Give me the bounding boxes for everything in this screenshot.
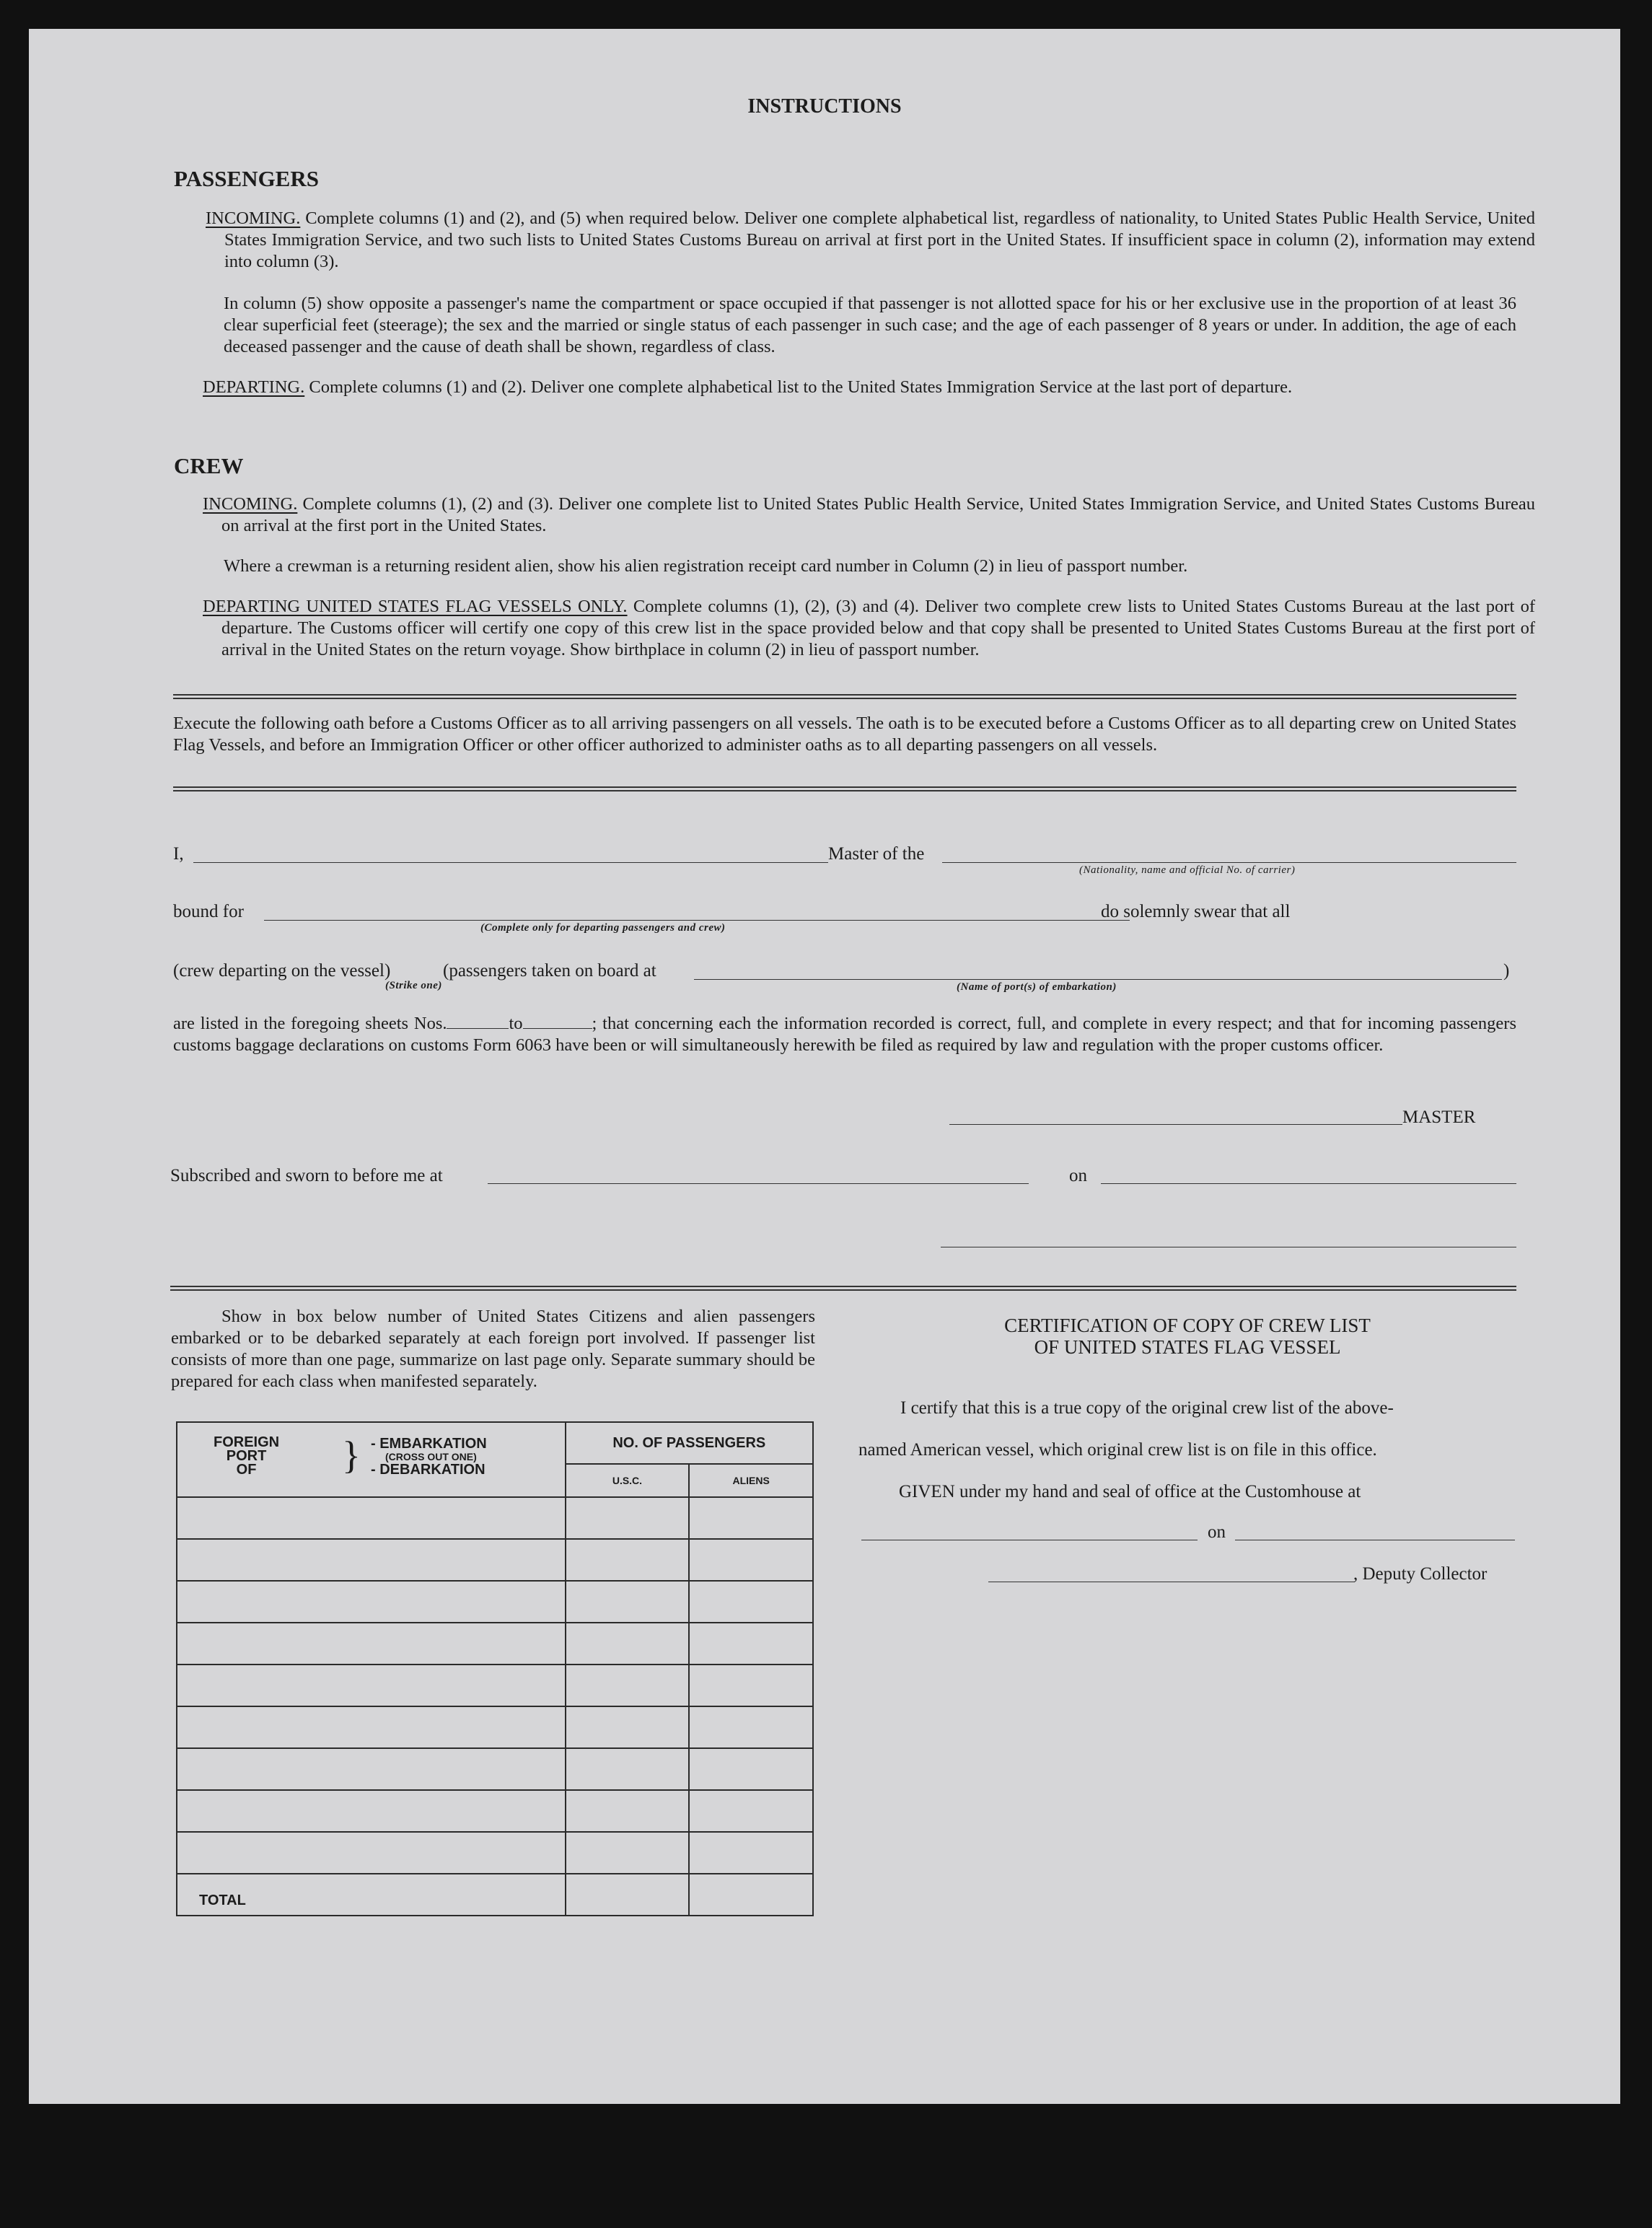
sheet-to-field[interactable] (523, 1028, 592, 1029)
crew-incoming-label: INCOMING. (203, 494, 298, 514)
certification-line-2: named American vessel, which original crew list is on file in this office. (858, 1440, 1377, 1460)
aliens-cell[interactable] (689, 1497, 813, 1539)
listed-sheets-text-b: ; that concerning each the information recorded is correct, full, and complete in every respect; and that for incoming passengers customs baggage declarations on customs Form 6063 have been or will simultaneously herewith be filed as required by law and regulation with the proper customs officer. (173, 1014, 1516, 1055)
aliens-cell[interactable] (689, 1832, 813, 1874)
bound-for-field[interactable] (264, 920, 1130, 921)
carrier-caption: (Nationality, name and official No. of carrier) (1079, 864, 1296, 876)
usc-cell[interactable] (566, 1790, 690, 1832)
passengers-incoming-label: INCOMING. (206, 209, 301, 228)
table-row (177, 1832, 813, 1874)
table-row (177, 1497, 813, 1539)
usc-header: U.S.C. (566, 1464, 690, 1497)
embarkation-option[interactable]: - EMBARKATION (371, 1436, 487, 1452)
port-cell[interactable] (177, 1748, 566, 1790)
table-row (177, 1706, 813, 1748)
table-row (177, 1581, 813, 1623)
page-title: INSTRUCTIONS (747, 95, 902, 118)
foreign-label: FOREIGN (214, 1434, 280, 1450)
master-label: MASTER (1402, 1108, 1476, 1127)
passengers-column5-paragraph: In column (5) show opposite a passenger's name the compartment or space occupied if that passenger is not allotted space for his or her exclusive use in the proportion of at least 36 clear superficial feet (steerage); the sex and the married or single status of each passenger in such case; and the age of each passenger of 8 years or under. In addition, the age of each deceased passenger and the cause of death shall be shown, regardless of class. (224, 294, 1516, 356)
divider (173, 786, 1516, 791)
port-cell[interactable] (177, 1665, 566, 1706)
port-cell[interactable] (177, 1706, 566, 1748)
usc-cell[interactable] (566, 1748, 690, 1790)
usc-cell[interactable] (566, 1581, 690, 1623)
aliens-header: ALIENS (689, 1464, 813, 1497)
crew-heading: CREW (174, 453, 244, 478)
aliens-cell[interactable] (689, 1748, 813, 1790)
deputy-collector-label: , Deputy Collector (1353, 1564, 1488, 1584)
subscribed-place-field[interactable] (488, 1183, 1029, 1184)
divider (170, 1286, 1516, 1291)
no-of-passengers-header: NO. OF PASSENGERS (566, 1422, 813, 1464)
master-signature-field[interactable] (949, 1124, 1402, 1125)
table-row (177, 1623, 813, 1665)
debarkation-option[interactable]: - DEBARKATION (371, 1462, 486, 1478)
certification-title (858, 1315, 1516, 1358)
subscribed-label: Subscribed and sworn to before me at (170, 1166, 443, 1185)
port-of-embarkation-field[interactable] (694, 979, 1502, 980)
aliens-cell[interactable] (689, 1790, 813, 1832)
master-of-the-label: Master of the (828, 844, 925, 864)
passengers-departing-label: DEPARTING. (203, 377, 305, 397)
document-page (29, 29, 1620, 2104)
crew-departing-option[interactable]: (crew departing on the vessel) (173, 961, 391, 981)
passengers-heading: PASSENGERS (174, 166, 319, 191)
cross-out-one-label: (CROSS OUT ONE) (385, 1451, 477, 1462)
master-name-field[interactable] (193, 862, 828, 863)
aliens-cell[interactable] (689, 1581, 813, 1623)
passengers-departing-text: Complete columns (1) and (2). Deliver one complete alphabetical list to the United States Immigration Service at the last port of departure. (304, 377, 1293, 397)
aliens-total-cell[interactable] (689, 1874, 813, 1916)
divider (173, 694, 1516, 699)
listed-sheets-text-a: are listed in the foregoing sheets Nos. (173, 1014, 447, 1033)
passengers-incoming-paragraph (206, 208, 1535, 273)
port-cell[interactable] (177, 1623, 566, 1665)
usc-cell[interactable] (566, 1706, 690, 1748)
passenger-summary-table (176, 1421, 814, 1916)
subscribed-on-label: on (1069, 1166, 1087, 1185)
certification-line-3: GIVEN under my hand and seal of office at the Customhouse at (899, 1482, 1361, 1501)
crew-resident-paragraph: Where a crewman is a returning resident alien, show his alien registration receipt card number in Column (2) in lieu of passport number. (224, 556, 1188, 576)
aliens-cell[interactable] (689, 1539, 813, 1581)
port-cell[interactable] (177, 1539, 566, 1581)
carrier-field[interactable] (942, 862, 1516, 863)
bound-for-caption: (Complete only for departing passengers and crew) (480, 922, 726, 934)
total-row (177, 1874, 813, 1916)
passengers-incoming-text: Complete columns (1) and (2), and (5) when required below. Deliver one complete alphabetical list, regardless of nationality, to United States Public Health Service, United States Immigration Service, and two such lists to United States Customs Bureau on arrival at first port in the United States. If insufficient space in column (2), information may extend into column (3). (224, 209, 1535, 271)
certification-on-label: on (1208, 1522, 1226, 1542)
certification-title-line-1: CERTIFICATION OF COPY OF CREW LIST (1004, 1315, 1371, 1336)
port-label: PORT (226, 1448, 267, 1464)
passengers-departing-paragraph (203, 377, 1535, 398)
listed-to-label: to (509, 1014, 523, 1033)
total-label: TOTAL (177, 1874, 566, 1916)
aliens-cell[interactable] (689, 1706, 813, 1748)
usc-cell[interactable] (566, 1539, 690, 1581)
port-cell[interactable] (177, 1832, 566, 1874)
port-cell[interactable] (177, 1497, 566, 1539)
port-header-cell (177, 1422, 566, 1497)
aliens-cell[interactable] (689, 1623, 813, 1665)
swear-label: do solemnly swear that all (1101, 902, 1291, 921)
oath-i-label: I, (173, 844, 184, 864)
crew-departing-label: DEPARTING UNITED STATES FLAG VESSELS ONLY. (203, 597, 628, 616)
table-row (177, 1748, 813, 1790)
certification-line-1: I certify that this is a true copy of the original crew list of the above- (900, 1398, 1394, 1418)
strike-one-caption: (Strike one) (385, 980, 442, 991)
certification-title-line-2: OF UNITED STATES FLAG VESSEL (1034, 1336, 1341, 1358)
crew-departing-text: Complete columns (1), (2), (3) and (4). Deliver two complete crew lists to United States Customs Bureau at the last port of departure. The Customs officer will certify one copy of this crew list in the space provided below and that copy shall be presented to United States Customs Bureau at the first port of arrival in the United States on the return voyage. Show birthplace in column (2) in lieu of passport number. (221, 597, 1535, 659)
passengers-taken-option[interactable]: (passengers taken on board at (443, 961, 656, 981)
usc-cell[interactable] (566, 1623, 690, 1665)
aliens-cell[interactable] (689, 1665, 813, 1706)
sheet-from-field[interactable] (447, 1028, 509, 1029)
usc-cell[interactable] (566, 1665, 690, 1706)
table-row (177, 1665, 813, 1706)
usc-cell[interactable] (566, 1497, 690, 1539)
port-cell[interactable] (177, 1581, 566, 1623)
of-label: OF (236, 1462, 257, 1478)
brace-icon: } (342, 1434, 361, 1477)
usc-cell[interactable] (566, 1832, 690, 1874)
summary-instruction: Show in box below number of United States Citizens and alien passengers embarked or to be debarked separately at each foreign port involved. If passenger list consists of more than one page, summarize on last page only. Separate summary should be prepared for each class when manifested separately. (171, 1307, 815, 1391)
listed-sheets-paragraph (173, 1013, 1516, 1056)
table-row (177, 1539, 813, 1581)
crew-departing-paragraph (203, 596, 1535, 661)
oath-instruction: Execute the following oath before a Customs Officer as to all arriving passengers on all vessels. The oath is to be executed before a Customs Officer as to all departing crew on United States Flag Vessels, and before an Immigration Officer or other officer authorized to administer oaths as to all departing passengers on all vessels. (173, 714, 1516, 755)
crew-incoming-text: Complete columns (1), (2) and (3). Deliver one complete list to United States Public Health Service, United States Immigration Service, and United States Customs Bureau on arrival at the first port in the United States. (221, 494, 1535, 535)
crew-incoming-paragraph (203, 494, 1535, 537)
port-caption: (Name of port(s) of embarkation) (957, 981, 1117, 993)
close-paren: ) (1503, 961, 1510, 981)
usc-total-cell[interactable] (566, 1874, 690, 1916)
bound-for-label: bound for (173, 902, 244, 921)
table-row (177, 1790, 813, 1832)
subscribed-date-field[interactable] (1101, 1183, 1516, 1184)
port-cell[interactable] (177, 1790, 566, 1832)
